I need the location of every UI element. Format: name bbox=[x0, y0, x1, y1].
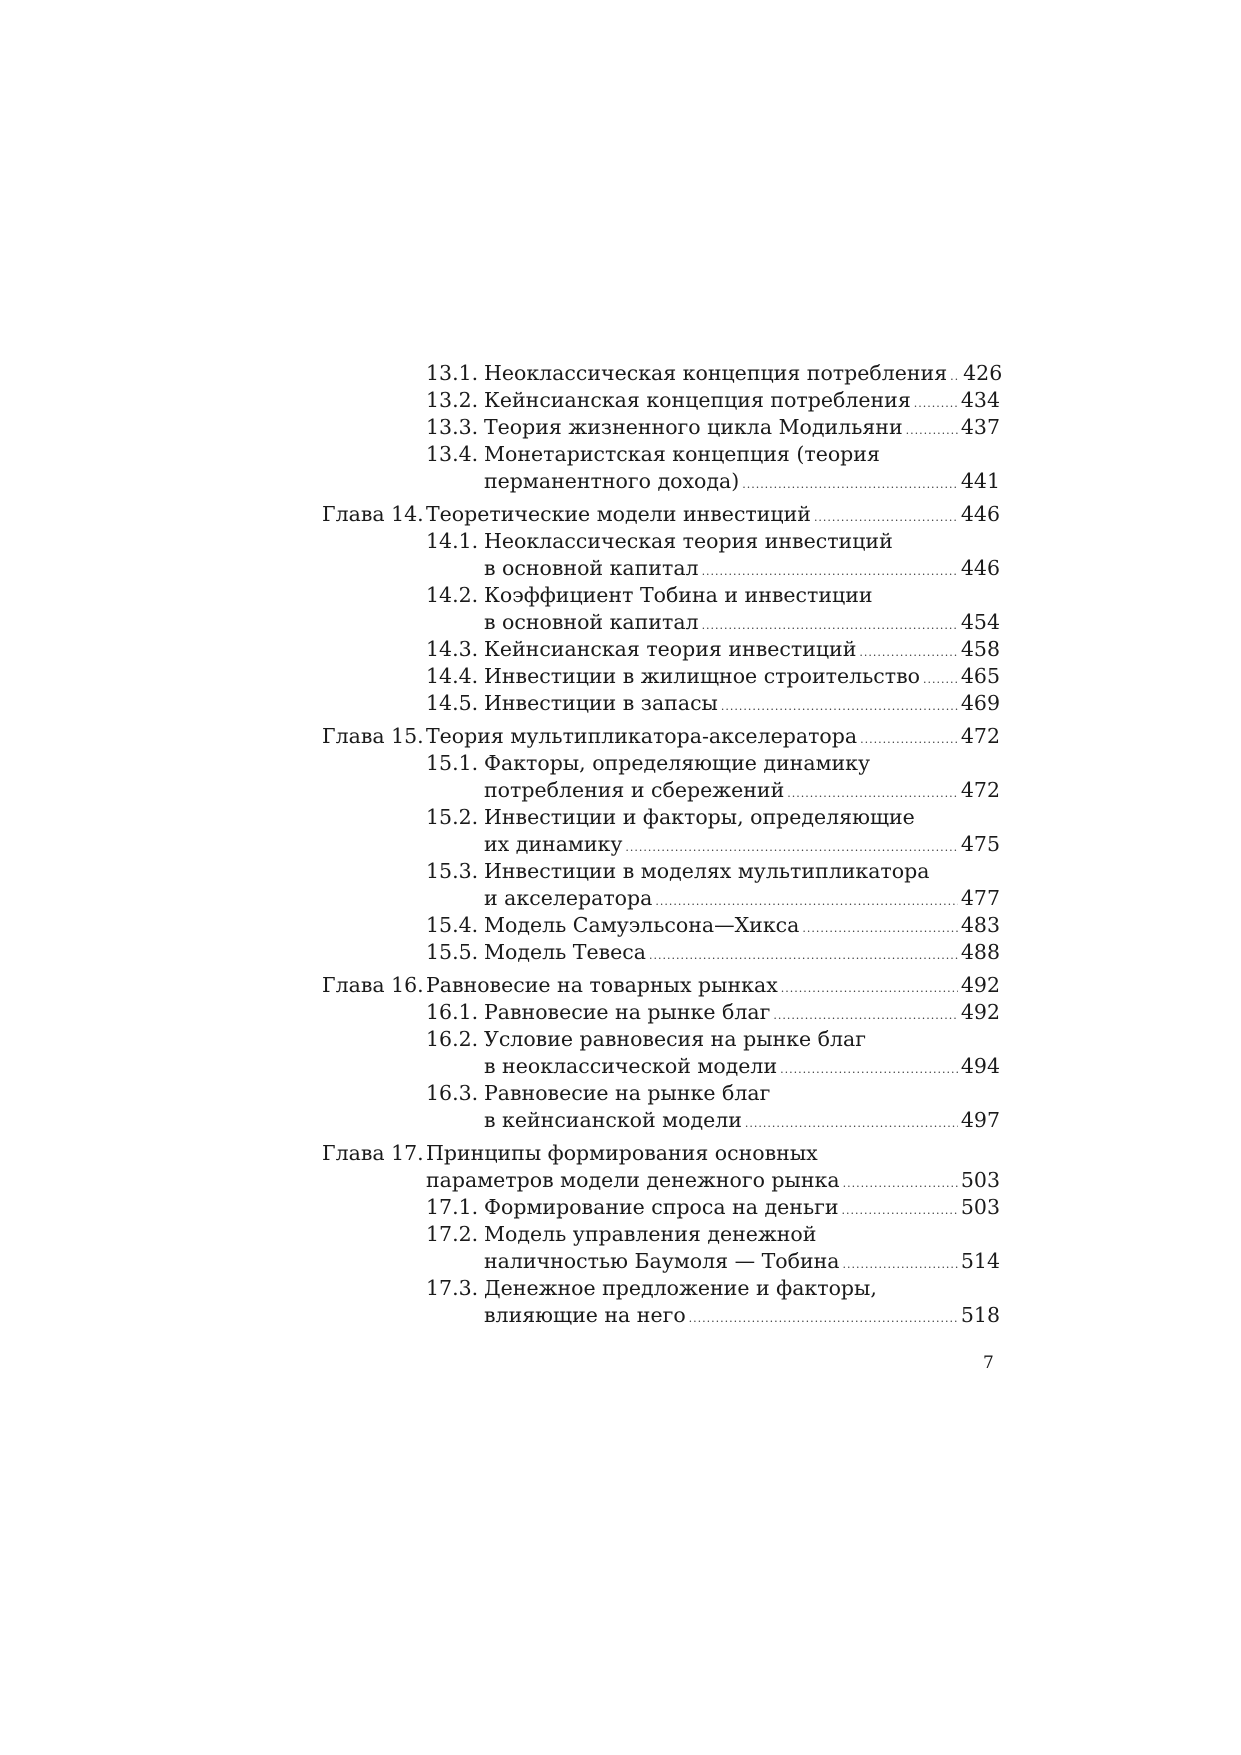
page-number: 7 bbox=[983, 1353, 994, 1373]
chapter-number: Глава 16. bbox=[322, 973, 424, 997]
toc-entry-body bbox=[484, 1053, 1000, 1083]
toc-section-line[interactable] bbox=[322, 1248, 1000, 1275]
toc-page-number: 518 bbox=[960, 1303, 1000, 1327]
section-number: 15.3. bbox=[426, 859, 479, 883]
section-number: 16.1. bbox=[426, 1000, 479, 1024]
dot-leader bbox=[702, 612, 958, 639]
toc-entry-body bbox=[484, 636, 1000, 666]
toc-entry-body bbox=[484, 831, 1000, 861]
toc-page-number: 514 bbox=[960, 1249, 1000, 1273]
toc-entry-body bbox=[484, 468, 1000, 498]
toc-entry-title: Принципы формирования основных bbox=[426, 1141, 818, 1165]
toc-entry-body bbox=[484, 777, 1000, 807]
dot-leader bbox=[843, 1170, 958, 1197]
toc-entry-body bbox=[484, 1302, 1000, 1332]
toc-entry-title: перманентного дохода) bbox=[484, 469, 740, 493]
toc-chapter-line[interactable] bbox=[322, 501, 1000, 528]
toc-page-number: 472 bbox=[960, 724, 1000, 748]
toc-entry-title: Формирование спроса на деньги bbox=[484, 1195, 839, 1219]
toc-section-line[interactable] bbox=[322, 1221, 1000, 1248]
toc-entry-title: Равновесие на рынке благ bbox=[484, 1081, 771, 1105]
toc-section-line[interactable] bbox=[322, 999, 1000, 1026]
toc-section-line[interactable] bbox=[322, 1026, 1000, 1053]
toc-page-number: 503 bbox=[960, 1195, 1000, 1219]
section-number: 15.5. bbox=[426, 940, 479, 964]
toc-section-line[interactable] bbox=[322, 690, 1000, 717]
toc-entry-body bbox=[484, 1221, 1000, 1248]
toc-entry-body bbox=[484, 804, 1000, 831]
toc-entry-title: Теория жизненного цикла Модильяни bbox=[484, 415, 903, 439]
dot-leader bbox=[914, 390, 958, 417]
toc-section-line[interactable] bbox=[322, 804, 1000, 831]
toc-section-line[interactable] bbox=[322, 555, 1000, 582]
dot-leader bbox=[745, 1110, 958, 1137]
toc-entry-body bbox=[484, 1248, 1000, 1278]
dot-leader bbox=[906, 417, 958, 444]
toc-entry-title: Неоклассическая концепция потребления bbox=[484, 361, 948, 385]
section-number: 14.2. bbox=[426, 583, 479, 607]
dot-leader bbox=[787, 780, 958, 807]
toc-page-number: 446 bbox=[960, 556, 1000, 580]
section-number: 17.3. bbox=[426, 1276, 479, 1300]
dot-leader bbox=[860, 726, 958, 753]
toc-entry-title: в кейнсианской модели bbox=[484, 1108, 742, 1132]
toc-page-number: 446 bbox=[960, 502, 1000, 526]
toc-entry-title: их динамику bbox=[484, 832, 623, 856]
toc-page-number: 426 bbox=[963, 361, 1003, 385]
dot-leader bbox=[742, 471, 958, 498]
table-of-contents bbox=[322, 360, 1003, 1329]
toc-entry-title: Коэффициент Тобина и инвестиции bbox=[484, 583, 873, 607]
toc-entry-title: Монетаристская концепция (теория bbox=[484, 442, 880, 466]
toc-section-line[interactable] bbox=[322, 939, 1000, 966]
section-number: 15.2. bbox=[426, 805, 479, 829]
toc-entry-body bbox=[484, 939, 1000, 969]
toc-entry-title: параметров модели денежного рынка bbox=[426, 1168, 840, 1192]
toc-section-line[interactable] bbox=[322, 414, 1000, 441]
toc-entry-body bbox=[484, 582, 1000, 609]
toc-entry-body bbox=[426, 1140, 1000, 1167]
toc-entry-body bbox=[484, 1107, 1000, 1137]
section-number: 13.1. bbox=[426, 361, 479, 385]
toc-entry-body bbox=[484, 912, 1000, 942]
toc-entry-title: Кейнсианская теория инвестиций bbox=[484, 637, 857, 661]
toc-entry-body bbox=[484, 528, 1000, 555]
toc-page-number: 469 bbox=[960, 691, 1000, 715]
toc-page-number: 483 bbox=[960, 913, 1000, 937]
toc-entry-title: Модель Тевеса bbox=[484, 940, 646, 964]
toc-entry-title: Инвестиции в запасы bbox=[484, 691, 718, 715]
toc-entry-title: Факторы, определяющие динамику bbox=[484, 751, 871, 775]
dot-leader bbox=[781, 975, 958, 1002]
toc-entry-title: Инвестиции в жилищное строительство bbox=[484, 664, 921, 688]
toc-page-number: 477 bbox=[960, 886, 1000, 910]
toc-page-number: 472 bbox=[960, 778, 1000, 802]
toc-section-line[interactable] bbox=[322, 1053, 1000, 1080]
toc-section-line[interactable] bbox=[322, 609, 1000, 636]
toc-entry-title: Равновесие на товарных рынках bbox=[426, 973, 778, 997]
toc-section-line[interactable] bbox=[322, 387, 1000, 414]
toc-page-number: 488 bbox=[960, 940, 1000, 964]
dot-leader bbox=[702, 558, 958, 585]
toc-page-number: 454 bbox=[960, 610, 1000, 634]
toc-entry-title: Модель Самуэльсона—Хикса bbox=[484, 913, 800, 937]
section-number: 14.4. bbox=[426, 664, 479, 688]
toc-entry-body bbox=[484, 1275, 1000, 1302]
toc-section-line[interactable] bbox=[322, 582, 1000, 609]
toc-section-line[interactable] bbox=[322, 750, 1000, 777]
toc-page-number: 503 bbox=[960, 1168, 1000, 1192]
dot-leader bbox=[773, 1002, 958, 1029]
toc-page-number: 497 bbox=[960, 1108, 1000, 1132]
toc-page-number: 441 bbox=[960, 469, 1000, 493]
dot-leader bbox=[923, 666, 958, 693]
toc-entry-body bbox=[484, 387, 1000, 417]
toc-entry-body bbox=[426, 501, 1000, 531]
toc-section-line[interactable] bbox=[322, 468, 1000, 495]
toc-chapter-line[interactable] bbox=[322, 1167, 1000, 1194]
toc-section-line[interactable] bbox=[322, 1302, 1000, 1329]
toc-section-line[interactable] bbox=[322, 441, 1000, 468]
toc-section-line[interactable] bbox=[322, 1107, 1000, 1134]
section-number: 17.2. bbox=[426, 1222, 479, 1246]
toc-entry-title: Инвестиции в моделях мультипликатора bbox=[484, 859, 930, 883]
toc-entry-title: Теоретические модели инвестиций bbox=[426, 502, 811, 526]
section-number: 14.3. bbox=[426, 637, 479, 661]
dot-leader bbox=[780, 1056, 958, 1083]
toc-page-number: 458 bbox=[960, 637, 1000, 661]
toc-page-number: 434 bbox=[960, 388, 1000, 412]
chapter-number: Глава 14. bbox=[322, 502, 424, 526]
toc-section-line[interactable] bbox=[322, 663, 1000, 690]
toc-entry-title: влияющие на него bbox=[484, 1303, 686, 1327]
toc-entry-body bbox=[484, 609, 1000, 639]
dot-leader bbox=[649, 942, 958, 969]
section-number: 15.1. bbox=[426, 751, 479, 775]
toc-entry-title: Неоклассическая теория инвестиций bbox=[484, 529, 893, 553]
toc-chapter-line[interactable] bbox=[322, 723, 1000, 750]
toc-section-line[interactable] bbox=[322, 885, 1000, 912]
toc-page-number: 492 bbox=[960, 973, 1000, 997]
toc-entry-body bbox=[484, 1194, 1000, 1224]
toc-entry-body bbox=[484, 1026, 1000, 1053]
dot-leader bbox=[625, 834, 957, 861]
section-number: 13.3. bbox=[426, 415, 479, 439]
dot-leader bbox=[859, 639, 957, 666]
toc-entry-body bbox=[426, 972, 1000, 1002]
section-number: 17.1. bbox=[426, 1195, 479, 1219]
toc-section-line[interactable] bbox=[322, 360, 1003, 387]
toc-section-line[interactable] bbox=[322, 858, 1000, 885]
toc-entry-body bbox=[484, 885, 1000, 915]
toc-entry-body bbox=[484, 999, 1000, 1029]
dot-leader bbox=[842, 1197, 958, 1224]
toc-entry-title: Денежное предложение и факторы, bbox=[484, 1276, 877, 1300]
toc-section-line[interactable] bbox=[322, 1080, 1000, 1107]
toc-page-number: 492 bbox=[960, 1000, 1000, 1024]
toc-chapter-line[interactable] bbox=[322, 1140, 1000, 1167]
toc-page-number: 465 bbox=[960, 664, 1000, 688]
dot-leader bbox=[814, 504, 958, 531]
toc-entry-title: Условие равновесия на рынке благ bbox=[484, 1027, 866, 1051]
toc-entry-body bbox=[484, 663, 1000, 693]
toc-page-number: 437 bbox=[960, 415, 1000, 439]
toc-entry-body bbox=[484, 414, 1000, 444]
toc-entry-title: в основной капитал bbox=[484, 610, 699, 634]
chapter-number: Глава 15. bbox=[322, 724, 424, 748]
dot-leader bbox=[843, 1251, 958, 1278]
section-number: 13.4. bbox=[426, 442, 479, 466]
toc-entry-body bbox=[484, 555, 1000, 585]
toc-entry-body bbox=[484, 360, 1003, 390]
toc-entry-title: потребления и сбережений bbox=[484, 778, 785, 802]
toc-section-line[interactable] bbox=[322, 831, 1000, 858]
toc-entry-body bbox=[484, 858, 1000, 885]
toc-section-line[interactable] bbox=[322, 636, 1000, 663]
toc-entry-title: Инвестиции и факторы, определяющие bbox=[484, 805, 915, 829]
toc-section-line[interactable] bbox=[322, 777, 1000, 804]
toc-entry-body bbox=[484, 1080, 1000, 1107]
dot-leader bbox=[950, 363, 960, 390]
toc-entry-body bbox=[484, 750, 1000, 777]
section-number: 13.2. bbox=[426, 388, 479, 412]
toc-entry-body bbox=[484, 690, 1000, 720]
toc-entry-title: Теория мультипликатора-акселератора bbox=[426, 724, 858, 748]
toc-page-number: 494 bbox=[960, 1054, 1000, 1078]
section-number: 15.4. bbox=[426, 913, 479, 937]
toc-entry-body bbox=[484, 441, 1000, 468]
toc-chapter-line[interactable] bbox=[322, 972, 1000, 999]
toc-entry-title: в неоклассической модели bbox=[484, 1054, 778, 1078]
toc-section-line[interactable] bbox=[322, 528, 1000, 555]
chapter-number: Глава 17. bbox=[322, 1141, 424, 1165]
section-number: 14.1. bbox=[426, 529, 479, 553]
toc-entry-title: Равновесие на рынке благ bbox=[484, 1000, 771, 1024]
toc-section-line[interactable] bbox=[322, 1194, 1000, 1221]
toc-entry-body bbox=[426, 1167, 1000, 1197]
section-number: 14.5. bbox=[426, 691, 479, 715]
toc-entry-title: Модель управления денежной bbox=[484, 1222, 817, 1246]
section-number: 16.3. bbox=[426, 1081, 479, 1105]
toc-entry-title: Кейнсианская концепция потребления bbox=[484, 388, 911, 412]
toc-section-line[interactable] bbox=[322, 1275, 1000, 1302]
toc-entry-title: наличностью Баумоля — Тобина bbox=[484, 1249, 840, 1273]
toc-entry-title: в основной капитал bbox=[484, 556, 699, 580]
dot-leader bbox=[802, 915, 958, 942]
dot-leader bbox=[655, 888, 958, 915]
toc-entry-body bbox=[426, 723, 1000, 753]
dot-leader bbox=[721, 693, 958, 720]
toc-entry-title: и акселератора bbox=[484, 886, 653, 910]
dot-leader bbox=[689, 1305, 958, 1332]
toc-page-number: 475 bbox=[960, 832, 1000, 856]
toc-section-line[interactable] bbox=[322, 912, 1000, 939]
section-number: 16.2. bbox=[426, 1027, 479, 1051]
